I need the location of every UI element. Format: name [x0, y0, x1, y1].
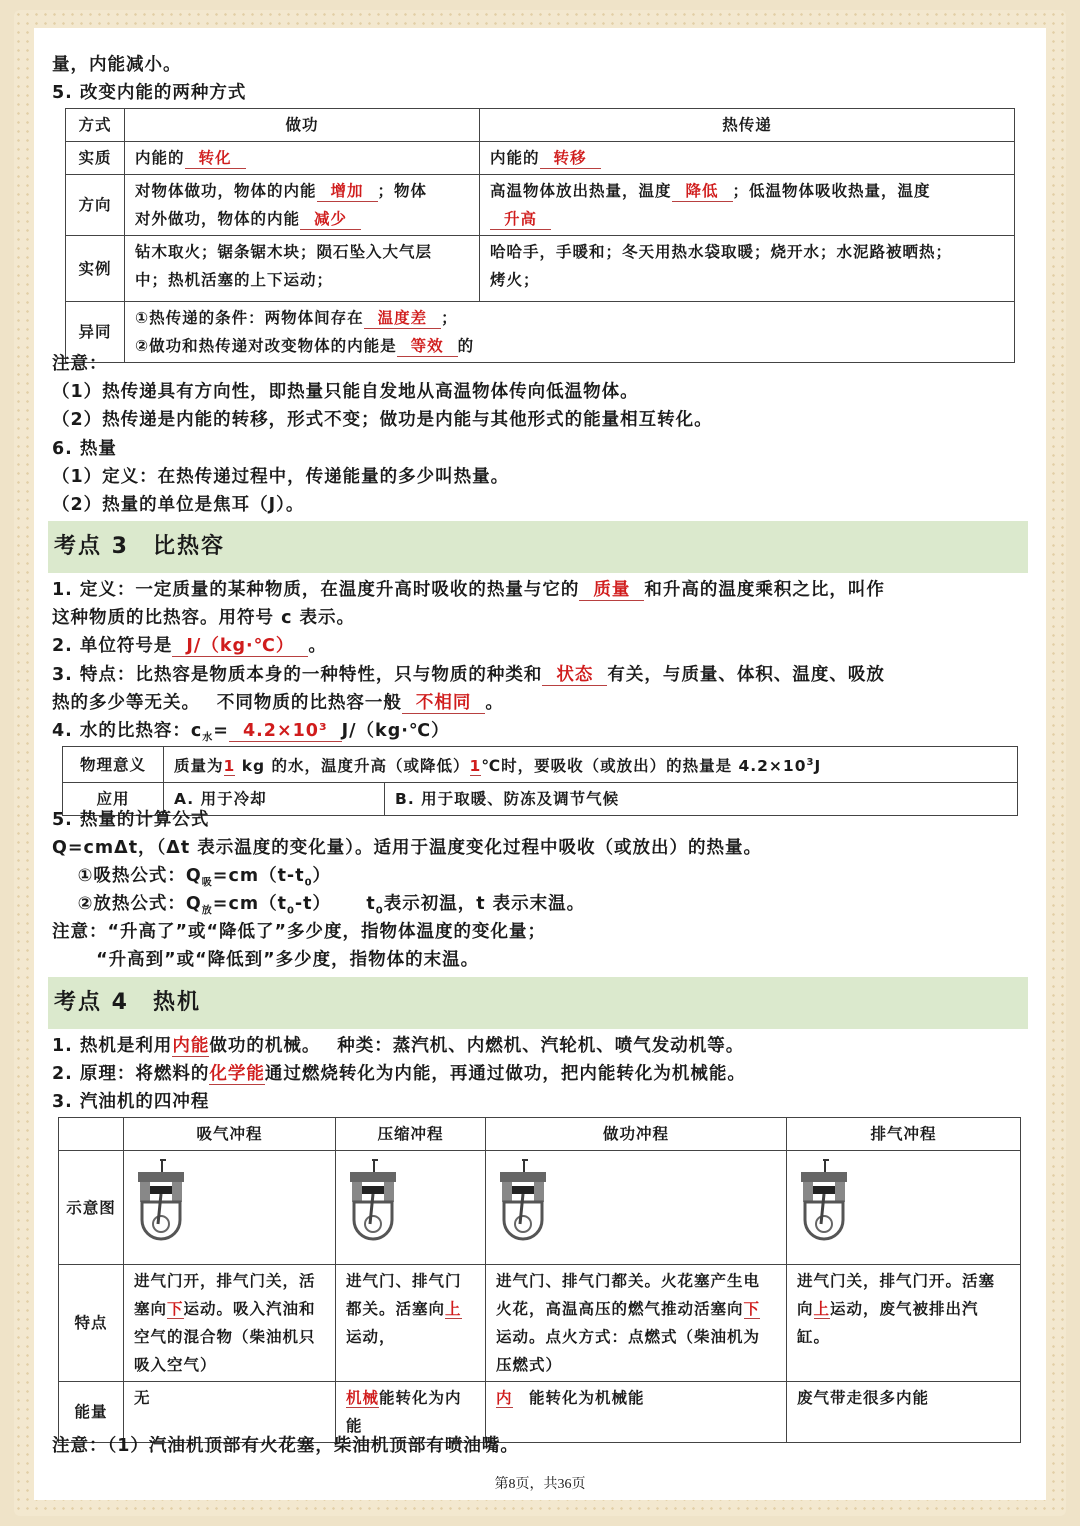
engine-icon — [134, 1158, 194, 1248]
answer-text: 1 — [469, 757, 482, 776]
text: 注意： — [52, 354, 108, 374]
text: = — [213, 721, 229, 741]
text: 6. 热量 — [52, 439, 117, 459]
text: 哈哈手，手暖和；冬天用热水袋取暖；烧开水；水泥路被晒热； — [490, 243, 953, 261]
answer-blank: 减少 — [300, 209, 361, 230]
answer-blank: 增加 — [317, 181, 378, 202]
answer-text: 化学能 — [209, 1064, 265, 1084]
cell — [787, 1265, 1021, 1382]
text: kg 的水，温度升高（或降低） — [235, 757, 470, 776]
formula — [52, 892, 585, 924]
text-line — [52, 948, 479, 972]
cell-line — [135, 177, 469, 205]
answer-text: 1 — [223, 757, 236, 776]
text: Q=cmΔt，（Δt 表示温度的变化量）。适用于温度变化过程中吸收（或放出）的热量。 — [52, 838, 763, 858]
answer-text: 下 — [743, 1300, 761, 1318]
answer-blank: 不相同 — [402, 693, 486, 714]
text-line — [52, 606, 355, 630]
th: 热传递 — [480, 109, 1015, 142]
cell: A. 用于冷却 — [164, 783, 385, 816]
text: 通过燃烧转化为内能，再通过做功，把内能转化为机械能。 — [264, 1064, 746, 1084]
text: 1. 定义：一定质量的某种物质，在温度升高时吸收的热量与它的 — [52, 580, 580, 600]
answer-blank: 转移 — [540, 148, 601, 169]
th: 压缩冲程 — [336, 1118, 486, 1151]
answer-blank: 转化 — [185, 148, 246, 169]
text-line — [52, 691, 504, 715]
text: 表示初温，t 表示末温。 — [383, 894, 586, 914]
text: 的 — [457, 337, 475, 355]
row-label: 方向 — [66, 175, 125, 236]
heading — [52, 437, 117, 461]
text-line — [52, 836, 762, 860]
heading — [52, 1090, 209, 1114]
answer-blank: 4.2×10³ — [229, 721, 342, 742]
cell-line — [135, 266, 469, 294]
row-label: 特点 — [59, 1265, 124, 1382]
answer-text: 机械 — [346, 1389, 380, 1407]
cell — [486, 1382, 787, 1443]
text: 进气门关，排气门开。活塞向 — [797, 1272, 996, 1318]
cell — [164, 747, 1018, 783]
row-label: 能量 — [59, 1382, 124, 1443]
text: 无 — [134, 1389, 151, 1407]
text: 做功的机械。 种类：蒸汽机、内燃机、汽轮机、喷气发动机等。 — [209, 1036, 745, 1056]
th: 做功 — [125, 109, 480, 142]
answer-blank: 状态 — [542, 665, 607, 686]
text-line — [52, 408, 713, 432]
row-label: 实质 — [66, 142, 125, 175]
text: 1. 热机是利用 — [52, 1036, 173, 1056]
text: 运动，废气被排出汽缸。 — [797, 1300, 979, 1346]
text: 能转化为内能 — [346, 1389, 462, 1435]
text: 3. 特点：比热容是物质本身的一种特性，只与物质的种类和 — [52, 665, 543, 685]
subscript: 吸 — [201, 877, 213, 889]
text: 注意：（1）汽油机顶部有火花塞，柴油机顶部有喷油嘴。 — [52, 1436, 519, 1456]
cell-line — [490, 266, 1004, 294]
subscript: 水 — [202, 732, 214, 744]
text: 。 — [485, 693, 504, 713]
cell-line — [135, 304, 1004, 332]
text: ； — [441, 309, 458, 327]
text-line — [52, 352, 108, 376]
text: 。 — [308, 636, 327, 656]
subscript: 0 — [286, 905, 295, 917]
text-line — [52, 663, 885, 687]
text: ；物体 — [377, 182, 428, 200]
superscript: 3 — [806, 757, 815, 768]
text: （1）热传递具有方向性，即热量只能自发地从高温物体传向低温物体。 — [52, 382, 639, 402]
answer-text: 下 — [167, 1300, 184, 1318]
table-four-strokes — [58, 1117, 1021, 1443]
cell: B. 用于取暖、防冻及调节气候 — [385, 783, 1018, 816]
answer-blank: 温度差 — [364, 308, 442, 329]
text: （2）热量的单位是焦耳（J）。 — [52, 495, 305, 515]
cell-line — [490, 177, 1004, 205]
text: 和升高的温度乘积之比，叫作 — [644, 580, 885, 600]
text-line — [52, 465, 509, 489]
engine-diagram-compression — [336, 1151, 486, 1265]
cell — [486, 1265, 787, 1382]
answer-text: 上 — [445, 1300, 462, 1318]
text-line — [52, 920, 546, 944]
answer-blank: 等效 — [397, 336, 458, 357]
cell-line — [135, 332, 1004, 360]
subscript: 放 — [201, 905, 213, 917]
subscript: 0 — [304, 877, 313, 889]
text-line — [52, 1062, 746, 1086]
text: 注意：“升高了”或“降低了”多少度，指物体温度的变化量； — [52, 922, 547, 942]
text: -t） t — [294, 894, 376, 914]
text: 对外做功，物体的内能 — [135, 210, 301, 228]
section-header: 考点 3 比热容 — [48, 521, 1028, 573]
th: 方式 — [66, 109, 125, 142]
cell — [480, 236, 1015, 302]
text-line — [52, 53, 182, 77]
cell — [480, 142, 1015, 175]
text: 进气门、排气门都关。火花塞产生电火花，高温高压的燃气推动活塞向 — [496, 1272, 761, 1318]
text: 运动。点火方式：点燃式（柴油机为压燃式） — [496, 1328, 761, 1374]
text: =cm（t — [212, 894, 287, 914]
text: 运动， — [346, 1328, 396, 1346]
table-water-heat — [62, 746, 1018, 816]
cell-line — [135, 205, 469, 233]
text: 热的多少等无关。 不同物质的比热容一般 — [52, 693, 402, 713]
cell — [125, 236, 480, 302]
text: ℃时，要吸收（或放出）的热量是 4.2×10 — [481, 757, 807, 776]
row-label: 应用 — [63, 783, 164, 816]
cell — [336, 1265, 486, 1382]
row-label: 物理意义 — [63, 747, 164, 783]
text: （1）定义：在热传递过程中，传递能量的多少叫热量。 — [52, 467, 510, 487]
heading — [52, 81, 246, 105]
text: 5. 改变内能的两种方式 — [52, 83, 247, 103]
text: 钻木取火；锯条锯木块；陨石坠入大气层 — [135, 243, 433, 261]
engine-diagram-intake — [124, 1151, 336, 1265]
table-internal-energy-methods — [65, 108, 1015, 363]
row-label: 异同 — [66, 302, 125, 363]
text: （2）热传递是内能的转移，形式不变；做功是内能与其他形式的能量相互转化。 — [52, 410, 713, 430]
answer-blank: 降低 — [672, 181, 733, 202]
answer-blank: 质量 — [579, 580, 644, 601]
cell — [124, 1265, 336, 1382]
text: 2. 单位符号是 — [52, 636, 173, 656]
text: 高温物体放出热量，温度 — [490, 182, 672, 200]
text: ②做功和热传递对改变物体的内能是 — [135, 337, 397, 355]
text: 对物体做功，物体的内能 — [135, 182, 317, 200]
row-label: 实例 — [66, 236, 125, 302]
text: 这种物质的比热容。用符号 c 表示。 — [52, 608, 356, 628]
text-line — [52, 493, 304, 517]
text: 运动。吸入汽油和空气的混合物（柴油机只吸入空气） — [134, 1300, 316, 1374]
text: 3. 汽油机的四冲程 — [52, 1092, 210, 1112]
text-line — [52, 634, 327, 658]
text: 量，内能减小。 — [52, 55, 182, 75]
text: =cm（t-t — [212, 866, 305, 886]
text: ②放热公式：Q — [52, 894, 202, 914]
cell — [125, 175, 480, 236]
answer-text: 内 — [496, 1389, 513, 1407]
text: 2. 原理：将燃料的 — [52, 1064, 210, 1084]
cell — [480, 175, 1015, 236]
engine-icon — [797, 1158, 857, 1248]
cell-line — [490, 238, 1004, 266]
cell-line — [135, 238, 469, 266]
text: 质量为 — [174, 757, 224, 776]
text: 中；热机活塞的上下运动； — [135, 271, 334, 289]
cell — [787, 1382, 1021, 1443]
answer-text: 上 — [813, 1300, 831, 1318]
heading — [52, 808, 209, 832]
th: 排气冲程 — [787, 1118, 1021, 1151]
row-label: 示意图 — [59, 1151, 124, 1265]
text: “升高到”或“降低到”多少度，指物体的末温。 — [52, 950, 480, 970]
text-line — [52, 578, 885, 602]
formula — [52, 864, 331, 896]
engine-icon — [496, 1158, 556, 1248]
text: 5. 热量的计算公式 — [52, 810, 210, 830]
th: 吸气冲程 — [124, 1118, 336, 1151]
engine-icon — [346, 1158, 406, 1248]
text-line — [52, 1434, 519, 1458]
text: 内能的 — [490, 149, 540, 167]
text: J — [814, 757, 822, 776]
section-header: 考点 4 热机 — [48, 977, 1028, 1029]
text: ①热传递的条件：两物体间存在 — [135, 309, 364, 327]
text: 能转化为机械能 — [512, 1389, 645, 1407]
text: ；低温物体吸收热量，温度 — [732, 182, 931, 200]
text: ） — [312, 866, 332, 886]
text-line — [52, 380, 639, 404]
cell — [125, 142, 480, 175]
text: J/（kg·℃） — [341, 721, 450, 741]
text: 内能的 — [135, 149, 185, 167]
answer-blank: J/（kg·℃） — [172, 636, 308, 657]
cell — [125, 302, 1015, 363]
cell-line — [135, 144, 469, 172]
cell-line — [490, 205, 1004, 233]
text: 进气门、排气门都关。活塞向 — [346, 1272, 462, 1318]
answer-text: 内能 — [172, 1036, 210, 1056]
subscript: 0 — [375, 905, 384, 917]
answer-blank: 升高 — [490, 209, 551, 230]
text: 4. 水的比热容：c — [52, 721, 203, 741]
text: 进气门开，排气门关，活塞向 — [134, 1272, 316, 1318]
text: 废气带走很多内能 — [797, 1389, 930, 1407]
text: ①吸热公式：Q — [52, 866, 202, 886]
th: 做功冲程 — [486, 1118, 787, 1151]
text: 有关，与质量、体积、温度、吸放 — [607, 665, 885, 685]
th-empty — [59, 1118, 124, 1151]
page-footer: 第8页，共36页 — [494, 1477, 586, 1492]
text-line — [52, 1034, 744, 1058]
engine-diagram-exhaust — [787, 1151, 1021, 1265]
cell-line — [490, 144, 1004, 172]
engine-diagram-power — [486, 1151, 787, 1265]
text: 烤火； — [490, 271, 540, 289]
